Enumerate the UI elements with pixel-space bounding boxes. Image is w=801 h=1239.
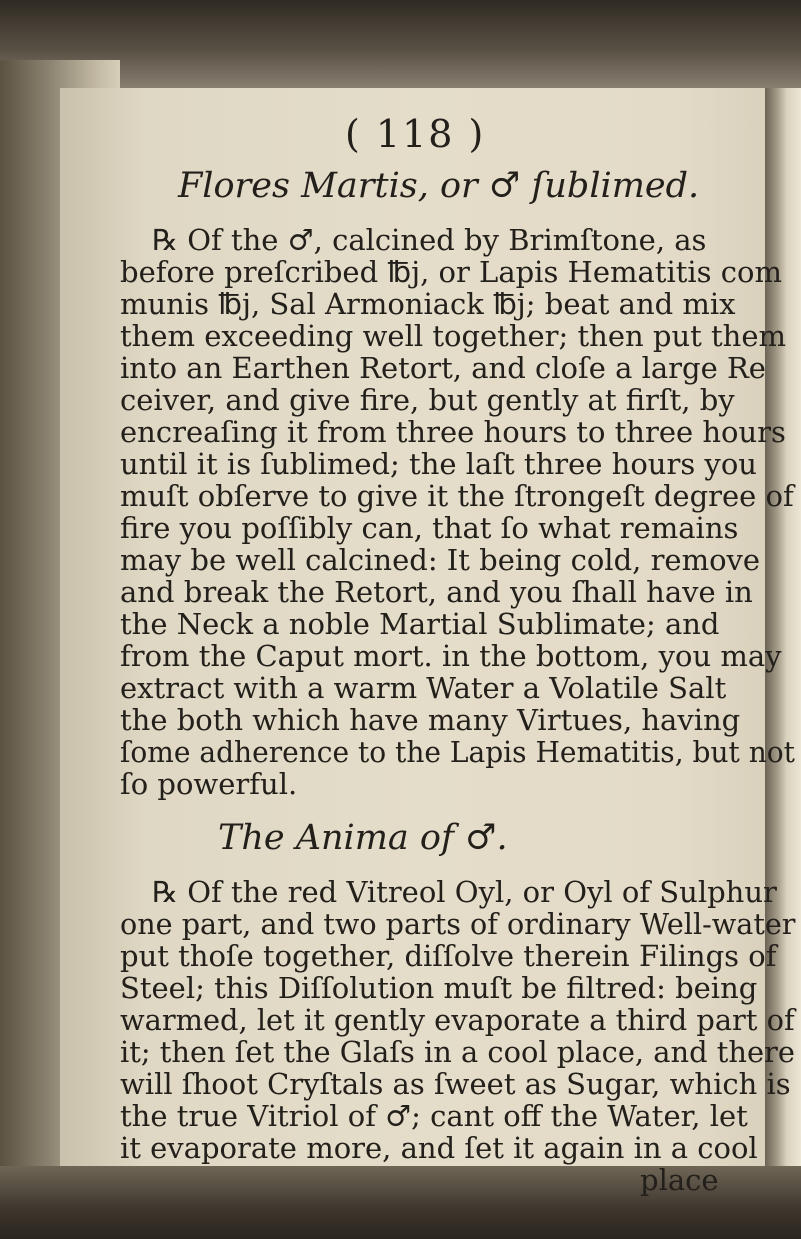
text-line: place (640, 1163, 719, 1197)
text-line: until it is ſublimed; the laſt three hours you (120, 447, 757, 481)
text-line: ceiver, and give fire, but gently at firſt, by (120, 383, 735, 417)
text-line: extract with a warm Water a Volatile Salt (120, 671, 727, 705)
text-line: them exceeding well together; then put them (120, 319, 787, 353)
text-line: munis ℔j, Sal Armoniack ℔j; beat and mix (120, 287, 736, 321)
text-line: warmed, let it gently evaporate a third part of (120, 1003, 795, 1037)
text-line: muſt obſerve to give it the ſtrongeſt degree of (120, 479, 794, 513)
text-line: will ſhoot Cryſtals as ſweet as Sugar, which is (120, 1067, 791, 1101)
text-line: and break the Retort, and you ſhall have in (120, 575, 753, 609)
text-line: one part, and two parts of ordinary Well-water (120, 907, 796, 941)
section-heading-flores-martis: Flores Martis, or ♂ ſublimed. (178, 166, 700, 206)
text-line: it evaporate more, and ſet it again in a cool (120, 1131, 758, 1165)
text-line: from the Caput mort. in the bottom, you may (120, 639, 782, 673)
text-line: may be well calcined: It being cold, remove (120, 543, 761, 577)
text-line: before preſcribed ℔j, or Lapis Hematitis com (120, 255, 782, 289)
text-line: ſo powerful. (120, 767, 298, 801)
text-line: it; then ſet the Glaſs in a cool place, and there (120, 1035, 795, 1069)
page-number: ( 118 ) (345, 112, 486, 156)
section-heading-anima: The Anima of ♂. (218, 818, 508, 858)
text-line: fire you poſſibly can, that ſo what remains (120, 511, 739, 545)
text-line: put thoſe together, diſſolve therein Filings of (120, 939, 777, 973)
text-line: the Neck a noble Martial Sublimate; and (120, 607, 720, 641)
text-line: Steel; this Diſſolution muſt be filtred: being (120, 971, 758, 1005)
text-line: encreaſing it from three hours to three hours (120, 415, 786, 449)
text-line: the true Vitriol of ♂; cant off the Water, let (120, 1099, 748, 1133)
text-line: ℞ Of the ♂, calcined by Brimſtone, as (152, 223, 707, 257)
text-line: ℞ Of the red Vitreol Oyl, or Oyl of Sulphur (152, 875, 777, 909)
text-line: into an Earthen Retort, and cloſe a large Re (120, 351, 766, 385)
text-line: the both which have many Virtues, having (120, 703, 741, 737)
scan-top-margin (0, 0, 801, 92)
text-line: ſome adherence to the Lapis Hematitis, but not (120, 735, 795, 769)
